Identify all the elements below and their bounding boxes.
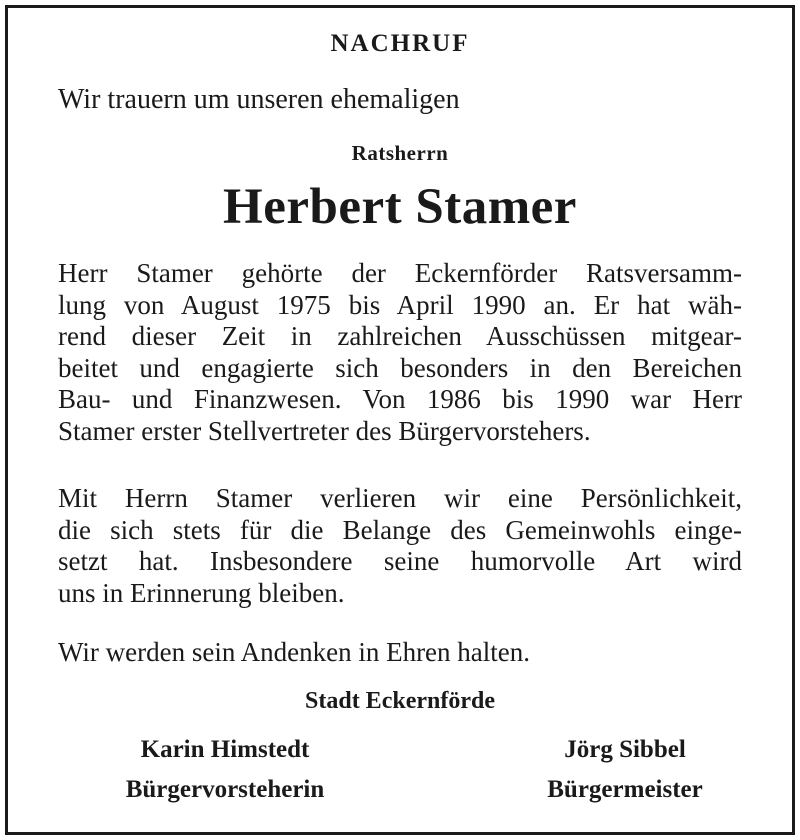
paragraph-line: die sich stets für die Belange des Gemeinwohls einge- bbox=[58, 514, 742, 545]
signatory-role: Bürgermeister bbox=[547, 776, 703, 803]
signatory-right bbox=[490, 730, 760, 810]
paragraph-line: uns in Erinnerung bleiben. bbox=[58, 577, 345, 608]
signatory-name: Karin Himstedt bbox=[140, 736, 310, 763]
paragraph-line: rend dieser Zeit in zahlreichen Ausschüssen mitgear- bbox=[58, 321, 742, 351]
signatory-name: Jörg Sibbel bbox=[564, 736, 686, 763]
paragraph-line: Bau- und Finanzwesen. Von 1986 bis 1990 war Herr bbox=[58, 384, 742, 414]
paragraph-line: Wir werden sein Andenken in Ehren halten. bbox=[58, 637, 531, 667]
signatory-left bbox=[90, 730, 360, 810]
paragraph-tribute bbox=[58, 483, 742, 609]
paragraph-line: setzt hat. Insbesondere seine humorvolle Art wird bbox=[58, 546, 742, 576]
organization-name: Stadt Eckernförde bbox=[305, 688, 495, 714]
paragraph-line: Mit Herrn Stamer verlieren wir eine Persönlichkeit, bbox=[58, 483, 742, 513]
paragraph-line: Stamer erster Stellvertreter des Bürgervorstehers. bbox=[58, 415, 591, 446]
paragraph-career bbox=[58, 258, 742, 447]
paragraph-line: lung von August 1975 bis April 1990 an. Er hat wäh- bbox=[58, 289, 742, 320]
notice-heading: NACHRUF bbox=[330, 30, 470, 57]
paragraph-closing bbox=[58, 637, 742, 669]
paragraph-line: beitet und engagierte sich besonders in den Bereichen bbox=[58, 352, 742, 383]
paragraph-line: Herr Stamer gehörte der Eckernförder Ratsversamm- bbox=[58, 258, 742, 288]
deceased-title: Ratsherrn bbox=[351, 141, 449, 165]
intro-text: Wir trauern um unseren ehemaligen bbox=[58, 84, 460, 115]
deceased-name: Herbert Stamer bbox=[223, 179, 577, 235]
signatory-role: Bürgervorsteherin bbox=[125, 776, 325, 803]
